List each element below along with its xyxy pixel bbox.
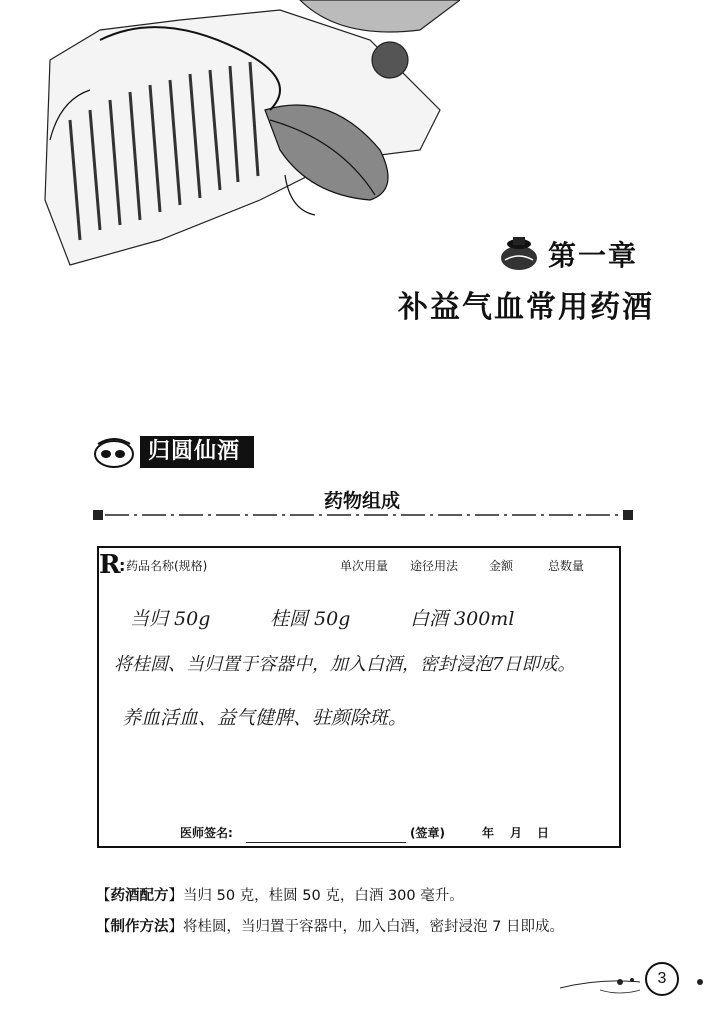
recipe-title: 归圆仙酒 [140,436,254,468]
doctor-sign-label: 医师签名: [180,826,233,840]
handwritten-effect: 养血活血、益气健脾、驻颜除斑。 [122,707,408,729]
method-text: 将桂圆，当归置于容器中，加入白酒，密封浸泡 7 日即成。 [183,919,564,935]
chapter-label: 第一章 [548,239,639,272]
header-drug-name: 药品名称(规格) [126,559,208,573]
prescription-box [97,546,621,848]
page-number: 3 [645,962,679,996]
dotted-divider [93,508,633,522]
method-key: 制作方法 [110,919,169,935]
page-ornament [560,960,710,1000]
month-label: 月 [510,826,523,840]
bracket-open: 【 [96,888,111,904]
bracket-open: 【 [96,919,111,935]
method-note [96,915,564,936]
handwritten-item-guiyuan: 桂圆 50g [270,608,351,630]
bracket-close: 】 [168,888,183,904]
header-total: 总数量 [548,559,585,573]
formula-text: 当归 50 克，桂圆 50 克，白酒 300 毫升。 [183,888,464,904]
rx-symbol: R [99,550,121,580]
header-route: 途径用法 [410,559,459,573]
header-amount: 金额 [489,559,514,573]
year-label: 年 [482,826,495,840]
header-illustration [40,0,460,270]
handwritten-item-baijiu: 白酒 300ml [410,608,515,630]
day-label: 日 [537,826,550,840]
formula-key: 药酒配方 [110,888,169,904]
wine-jar-icon [497,232,541,272]
signature-line [246,842,406,843]
stamp-label: (签章) [410,826,445,840]
section-heading: 药物组成 [323,490,400,512]
handwritten-item-danggui: 当归 50g [130,608,211,630]
herb-bowl-icon [92,432,136,470]
header-single-dose: 单次用量 [340,559,389,573]
handwritten-method: 将桂圆、当归置于容器中，加入白酒，密封浸泡7日即成。 [114,654,576,675]
chapter-title: 补益气血常用药酒 [398,290,654,325]
bracket-close: 】 [168,919,183,935]
rx-colon: : [119,556,126,575]
formula-note [96,884,464,905]
